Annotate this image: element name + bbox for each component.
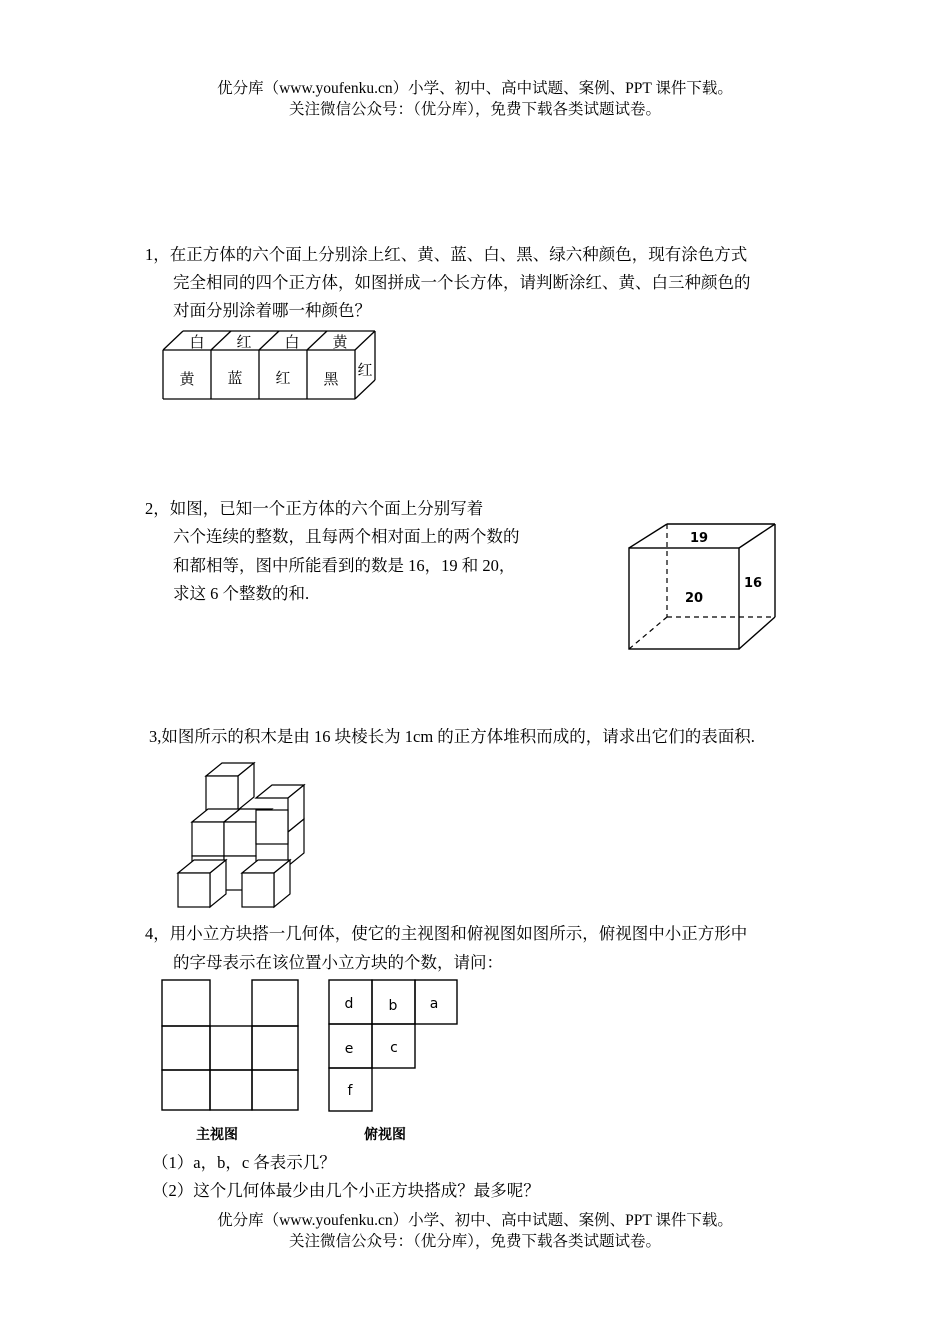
- page-footer: [0, 1210, 950, 1252]
- q4-letter-f: f: [347, 1083, 353, 1099]
- header-line-2: 关注微信公众号：（优分库），免费下载各类试题试卷。: [288, 101, 661, 118]
- q1-front-face-4: 黑: [323, 370, 339, 388]
- q1-front-face-3: 红: [275, 369, 291, 387]
- q2-cube-figure: [625, 520, 785, 655]
- q2-front-number: 20: [684, 591, 704, 606]
- q1-top-face-1: 白: [189, 333, 205, 351]
- q1-top-face-2: 红: [236, 333, 252, 351]
- q2-line-2: 六个连续的整数，且每两个相对面上的两个数的: [173, 527, 520, 546]
- q1-line-3: 对面分别涂着哪一种颜色？: [173, 301, 371, 320]
- q2-line-3: 和都相等，图中所能看到的数是 16，19 和 20，: [173, 556, 516, 575]
- q2-top-number: 19: [689, 531, 709, 546]
- q4-front-view-caption: 主视图: [196, 1127, 238, 1143]
- q4-letter-d: d: [344, 996, 354, 1012]
- q3-line-1: 3,如图所示的积木是由 16 块棱长为 1cm 的正方体堆积而成的，请求出它们的表面积.: [149, 727, 755, 746]
- page-header: [0, 78, 950, 120]
- q4-top-view-caption: 俯视图: [364, 1127, 406, 1143]
- q4-letter-e: e: [344, 1041, 354, 1057]
- q3-block-stack-figure: [175, 760, 335, 910]
- q4-top-view: [327, 978, 462, 1113]
- q2-line-1: 2，如图，已知一个正方体的六个面上分别写着: [145, 499, 484, 518]
- q4-sub-question-1: （1）a，b，c 各表示几？: [152, 1153, 336, 1172]
- footer-line-2: 关注微信公众号：（优分库），免费下载各类试题试卷。: [288, 1233, 661, 1250]
- q4-sub-question-2: （2）这个几何体最少由几个小正方块搭成？最多呢？: [152, 1181, 540, 1200]
- q4-letter-c: c: [390, 1040, 398, 1056]
- q4-letter-b: b: [388, 998, 398, 1014]
- q1-line-2: 完全相同的四个正方体，如图拼成一个长方体，请判断涂红、黄、白三种颜色的: [173, 273, 751, 292]
- q4-front-view: [160, 978, 302, 1113]
- q1-cube-row-figure: [160, 328, 390, 408]
- footer-line-1: 优分库（www.youfenku.cn）小学、初中、高中试题、案例、PPT 课件下载。: [217, 1212, 733, 1229]
- header-line-1: 优分库（www.youfenku.cn）小学、初中、高中试题、案例、PPT 课件下载。: [217, 80, 733, 97]
- q1-front-face-2: 蓝: [227, 369, 243, 387]
- q4-line-1: 4，用小立方块搭一几何体，使它的主视图和俯视图如图所示，俯视图中小正方形中: [145, 924, 748, 943]
- q2-line-4: 求这 6 个整数的和.: [173, 584, 310, 603]
- q2-side-number: 16: [743, 576, 763, 591]
- q1-top-face-3: 白: [284, 333, 300, 351]
- q1-line-1: 1，在正方体的六个面上分别涂上红、黄、蓝、白、黑、绿六种颜色，现有涂色方式: [145, 245, 748, 264]
- q1-front-face-1: 黄: [179, 370, 195, 388]
- q1-top-face-4: 黄: [332, 333, 348, 351]
- q4-letter-a: a: [429, 996, 439, 1012]
- q1-side-face: 红: [357, 361, 373, 379]
- q4-line-2: 的字母表示在该位置小立方块的个数，请问：: [173, 953, 503, 972]
